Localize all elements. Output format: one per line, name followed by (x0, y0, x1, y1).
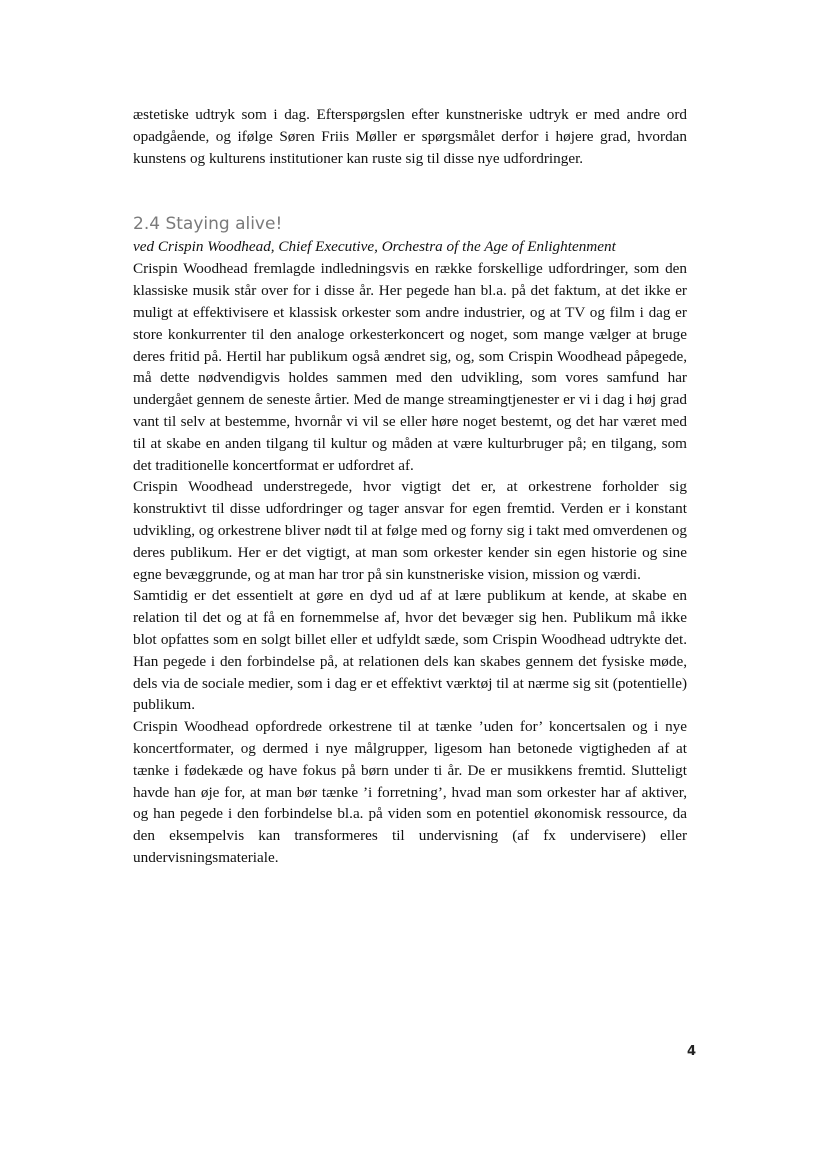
document-page (133, 104, 687, 869)
intro-paragraph: æstetiske udtryk som i dag. Efterspørgslen efter kunstneriske udtryk er med andre ord opadgående, og ifølge Søren Friis Møller er spørgsmålet derfor i højere grad, hvordan kunstens og kulturens institutioner kan ruste sig til disse nye udfordringer. (133, 106, 687, 167)
paragraph-4: Crispin Woodhead opfordrede orkestrene til at tænke ’uden for’ koncertsalen og i nye koncertformater, og dermed i nye målgrupper, ligesom han betonede vigtigheden af at tænke i fødekæde og have fokus på børn under ti år. De er musikkens fremtid. Slutteligt havde han øje for, at man bør tænke ’i forretning’, hvad man som orkester har af aktiver, og han pegede i den forbindelse bl.a. på viden som en potentiel økonomisk ressource, da den eksempelvis kan transformeres til undervisning (af fx undervisere) eller undervisningsmateriale. (133, 718, 687, 866)
paragraph-3: Samtidig er det essentielt at gøre en dyd ud af at lære publikum at kende, at skabe en relation til det og at få en fornemmelse af, hvor det bevæger sig hen. Publikum må ikke blot opfattes som en solgt billet eller et udfyldt sæde, som Crispin Woodhead udtrykte det. Han pegede i den forbindelse på, at relationen dels kan skabes gennem det fysiske møde, dels via de sociale medier, som i dag er et effektivt værktøj til at nærme sig sit (potentielle) publikum. (133, 587, 687, 714)
paragraph-1: Crispin Woodhead fremlagde indledningsvis en række forskellige udfordringer, som den klassiske musik står over for i disse år. Her pegede han bl.a. på det faktum, at det ikke er muligt at effektivisere et klassisk orkester som andre industrier, og at TV og film i dag er store konkurrenter til den analoge orkesterkoncert og noget, som mange vælger at bruge deres fritid på. Hertil har publikum også ændret sig, og, som Crispin Woodhead påpegede, må dette nødvendigvis holdes sammen med den udvikling, som vores samfund har undergået gennem de seneste årtier. Med de mange streamingtjenester er vi i dag i høj grad vant til selv at bestemme, hvornår vi vil se eller høre noget bestemt, og det har været med til at skabe en anden tilgang til kultur og måden at være kulturbruger på; en tilgang, som det traditionelle koncertformat er udfordret af. (133, 260, 687, 474)
page-number: 4 (686, 1044, 696, 1059)
paragraph-2: Crispin Woodhead understregede, hvor vigtigt det er, at orkestrene forholder sig konstruktivt til disse udfordringer og tager ansvar for egen fremtid. Verden er i konstant udvikling, og orkestrene bliver nødt til at følge med og forny sig i takt med omverdenen og deres publikum. Her er det vigtigt, at man som orkester kender sin egen historie og sine egne bevæggrunde, og at man har tror på sin kunstneriske vision, mission og værdi. (133, 478, 687, 583)
section-byline: ved Crispin Woodhead, Chief Executive, Orchestra of the Age of Enlightenment (133, 238, 616, 256)
section-heading: 2.4 Staying alive! (133, 214, 283, 235)
